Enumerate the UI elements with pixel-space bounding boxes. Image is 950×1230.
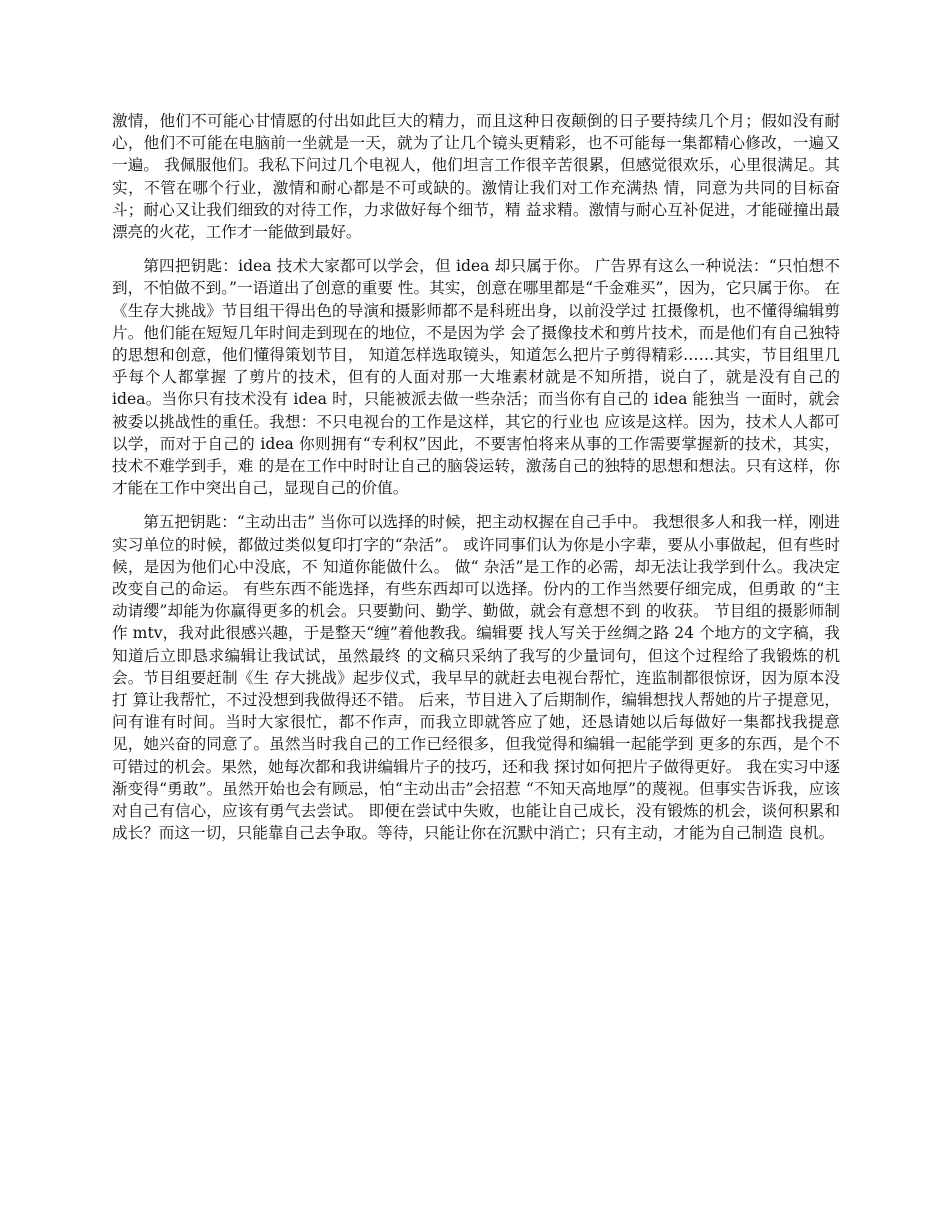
document-page — [112, 110, 840, 845]
paragraph-passion-patience: 激情，他们不可能心甘情愿的付出如此巨大的精力，而且这种日夜颠倒的日子要持续几个月；假如没有耐心，他们不可能在电脑前一坐就是一天，就为了让几个镜头更精彩，也不可能每一集都精心修改，一遍又一遍。 我佩服他们。我私下问过几个电视人，他们坦言工作很辛苦很累，但感觉很欢乐，心里很满足。其实，不管在哪个行业，激情和耐心都是不可或缺的。激情让我们对工作充满热 情，同意为共同的目标奋斗；耐心又让我们细致的对待工作，力求做好每个细节，精 益求精。激情与耐心互补促进，才能碰撞出最漂亮的火花，工作才一能做到最好。 — [112, 112, 840, 242]
paragraph-fourth-key-idea: 第四把钥匙：idea 技术大家都可以学会，但 idea 却只属于你。 广告界有这么一种说法：“只怕想不到，不怕做不到。”一语道出了创意的重要 性。其实，创意在哪里都是“千金难买”，因为，它只属于你。 在《生存大挑战》节目组干得出色的导演和摄影师都不是科班出身，以前没学过 扛摄像机，也不懂得编辑剪片。他们能在短短几年时间走到现在的地位，不是因为学 会了摄像技术和剪片技术，而是他们有自己独特的思想和创意，他们懂得策划节目， 知道怎样选取镜头，知道怎么把片子剪得精彩……其实，节目组里几乎每个人都掌握 了剪片的技术，但有的人面对那一大堆素材就是不知所措，说白了，就是没有自己的 idea。当你只有技术没有 idea 时，只能被派去做一些杂活；而当你有自己的 idea 能独当 一面时，就会被委以挑战性的重任。我想：不只电视台的工作是这样，其它的行业也 应该是这样。因为，技术人人都可以学，而对于自己的 idea 你则拥有“专利权”因此，不要害怕将来从事的工作需要掌握新的技术，其实，技术不难学到手，难 的是在工作中时时让自己的脑袋运转，激荡自己的独特的思想和想法。只有这样，你 才能在工作中突出自己，显现自己的价值。 — [112, 257, 840, 498]
paragraph-fifth-key-initiative: 第五把钥匙：“主动出击” 当你可以选择的时候，把主动权握在自己手中。 我想很多人和我一样，刚进实习单位的时候，都做过类似复印打字的“杂活”。 或许同事们认为你是小字辈，要从小事做起，但有些时候，是因为他们心中没底，不 知道你能做什么。 做“ 杂活”是工作的必需，却无法让我学到什么。我决定改变自己的命运。 有些东西不能选择，有些东西却可以选择。份内的工作当然要仔细完成，但勇敢 的“主动请缨”却能为你赢得更多的机会。只要勤问、勤学、勤做，就会有意想不到 的收获。 节目组的摄影师制作 mtv，我对此很感兴趣，于是整天“缠”着他教我。编辑要 找人写关于丝绸之路 24 个地方的文字稿，我知道后立即恳求编辑让我试试，虽然最终 的文稿只采纳了我写的少量词句，但这个过程给了我锻炼的机会。节目组要赶制《生 存大挑战》起步仪式，我早早的就赶去电视台帮忙，连监制都很惊讶，因为原本没打 算让我帮忙，不过没想到我做得还不错。 后来，节目进入了后期制作，编辑想找人帮她的片子提意见，问有谁有时间。当时大家很忙，都不作声，而我立即就答应了她，还恳请她以后每做好一集都找我提意见，她兴奋的同意了。虽然当时我自己的工作已经很多，但我觉得和编辑一起能学到 更多的东西，是个不可错过的机会。果然，她每次都和我讲编辑片子的技巧，还和我 探讨如何把片子做得更好。 我在实习中逐渐变得“勇敢”。虽然开始也会有顾忌，怕“主动出击”会招惹 “不知天高地厚”的蔑视。但事实告诉我，应该对自己有信心，应该有勇气去尝试。 即便在尝试中失败，也能让自己成长，没有锻炼的机会，谈何积累和成长？而这一切，只能靠自己去争取。等待，只能让你在沉默中消亡；只有主动，才能为自己制造 良机。 — [112, 513, 840, 843]
